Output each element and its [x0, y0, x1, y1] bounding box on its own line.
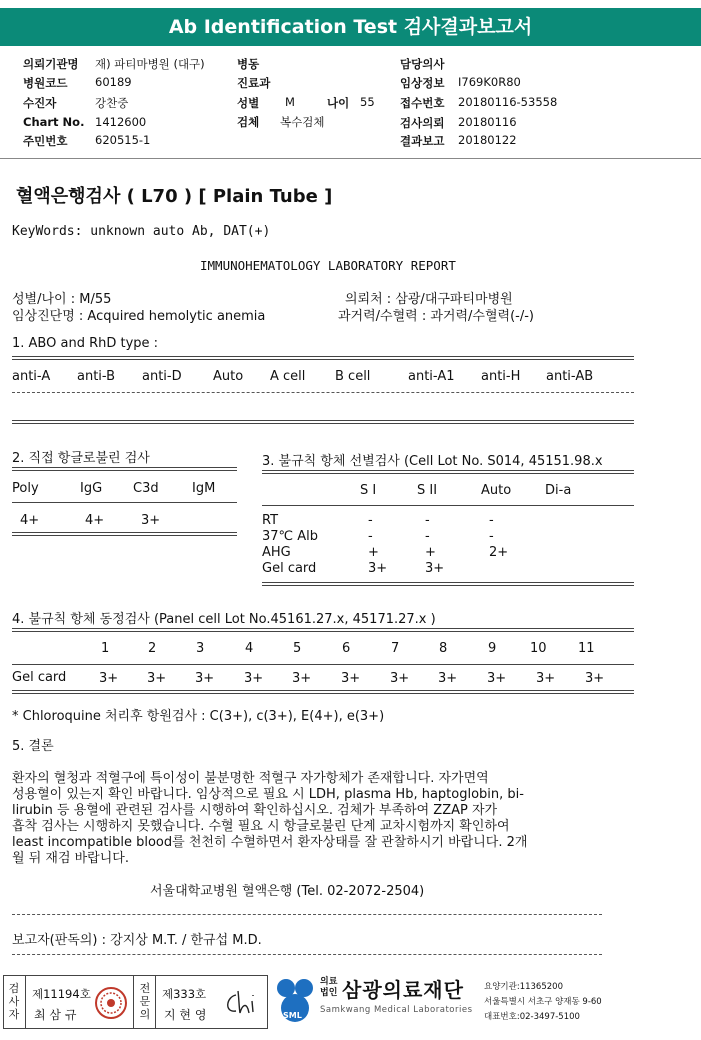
- panel-col-header: 1: [101, 641, 110, 656]
- panel-col-header: 6: [342, 641, 351, 656]
- screen-cell: -: [489, 513, 494, 528]
- sex-value: M: [285, 95, 295, 109]
- clinical-info-value: I769K0R80: [458, 75, 521, 89]
- abo-header-cell: anti-D: [142, 369, 182, 384]
- panel-col-header: 8: [439, 641, 448, 656]
- rrn-label: 주민번호: [23, 134, 68, 148]
- panel-col-header: 3: [196, 641, 205, 656]
- sex-label: 성별: [237, 96, 260, 110]
- sex-age: 성별/나이 : M/55: [12, 292, 112, 307]
- rrn-value: 620515-1: [95, 133, 151, 147]
- panel-cell: 3+: [244, 671, 264, 686]
- panel-cell: 3+: [341, 671, 361, 686]
- ward-label: 병동: [237, 57, 260, 71]
- age-label: 나이: [327, 96, 350, 110]
- inspector-license: 제11194호: [32, 987, 91, 1001]
- screen-cell: +: [425, 545, 436, 560]
- screen-cell: -: [489, 529, 494, 544]
- test-title: 혈액은행검사 ( L70 ) [ Plain Tube ]: [16, 186, 333, 207]
- report-banner: Ab Identification Test 검사결과보고서: [0, 8, 701, 46]
- receipt-no-label: 접수번호: [400, 96, 445, 110]
- specialist-license: 제333호: [162, 987, 207, 1001]
- screen-title: 3. 불규칙 항체 선별검사 (Cell Lot No. S014, 45151.98.x: [262, 454, 603, 469]
- screen-row-label: RT: [262, 513, 279, 528]
- panel-col-header: 5: [293, 641, 302, 656]
- history: 과거력/수혈력 : 과거력/수혈력(-/-): [338, 309, 535, 324]
- screen-cell: -: [368, 513, 373, 528]
- panel-cell: 3+: [487, 671, 507, 686]
- abo-mid-rule: [12, 392, 634, 393]
- panel-cell: 3+: [292, 671, 312, 686]
- org-info-line: 대표번호:02-3497-5100: [484, 1012, 580, 1022]
- panel-col-header: 9: [488, 641, 497, 656]
- panel-cell: 3+: [390, 671, 410, 686]
- panel-cell: 3+: [147, 671, 167, 686]
- screen-header-cell: S II: [417, 483, 438, 498]
- abo-top-rule: [12, 356, 634, 360]
- request-date-value: 20180116: [458, 115, 517, 129]
- dat-value-cell: 4+: [20, 513, 40, 528]
- panel-col-header: 7: [391, 641, 400, 656]
- diagnosis: 임상진단명 : Acquired hemolytic anemia: [12, 309, 266, 324]
- clinical-info-label: 임상정보: [400, 76, 445, 90]
- conclusion-line: least incompatible blood를 천천히 수혈하면서 환자상태를 잘 관찰하시기 바랍니다. 2개: [12, 835, 528, 850]
- panel-cell: 3+: [195, 671, 215, 686]
- screen-cell: -: [425, 513, 430, 528]
- org-english: Samkwang Medical Laboratories: [320, 1005, 473, 1015]
- seal-center: [107, 999, 115, 1007]
- abo-header-cell: A cell: [270, 369, 306, 384]
- org-prefix: 의료법인: [320, 977, 338, 998]
- dat-header-cell: Poly: [12, 481, 39, 496]
- abo-header-cell: anti-AB: [546, 369, 594, 384]
- chloroquine-note: * Chloroquine 처리후 항원검사 : C(3+), c(3+), E(4+), e(3+): [12, 709, 385, 724]
- screen-bottom-rule: [262, 582, 634, 586]
- abo-header-cell: Auto: [213, 369, 244, 384]
- screen-row-label: Gel card: [262, 561, 317, 576]
- panel-cell: 3+: [438, 671, 458, 686]
- inspector-label: 검사자: [8, 982, 20, 1021]
- chart-no-value: 1412600: [95, 115, 147, 129]
- panel-mid-rule: [12, 664, 634, 665]
- screen-cell: -: [368, 529, 373, 544]
- lab-report-title: IMMUNOHEMATOLOGY LABORATORY REPORT: [200, 258, 456, 273]
- panel-cell: 3+: [585, 671, 605, 686]
- specialist-name: 지 현 영: [164, 1008, 207, 1022]
- org-info-line: 요양기관:11365200: [484, 982, 563, 992]
- panel-cell: 3+: [536, 671, 556, 686]
- sig-divider: [25, 976, 26, 1029]
- abo-header-cell: anti-B: [77, 369, 116, 384]
- org-info-line: 서울특별시 서초구 양재동 9-60: [484, 997, 602, 1007]
- conclusion-line: 성용혈이 있는지 확인 바랍니다. 임상적으로 필요 시 LDH, plasma Hb, haptoglobin, bi-: [12, 787, 524, 802]
- doctor-label: 담당의사: [400, 57, 445, 71]
- conclusion-line: 흡착 검사는 시행하지 못했습니다. 수혈 필요 시 항글로불린 단계 교차시험까지 확인하여: [12, 819, 510, 834]
- patient-label: 수진자: [23, 96, 57, 110]
- specimen-value: 복수검체: [280, 115, 325, 129]
- screen-mid-rule: [262, 505, 634, 506]
- keywords: KeyWords: unknown auto Ab, DAT(+): [12, 224, 271, 239]
- reporter-top-rule: [12, 914, 602, 915]
- inspector-seal: [94, 985, 128, 1021]
- dat-header-cell: IgG: [80, 481, 103, 496]
- signature-stroke: [228, 991, 253, 1013]
- panel-bottom-rule: [12, 690, 634, 694]
- dat-header-cell: C3d: [133, 481, 159, 496]
- panel-col-header: 11: [578, 641, 595, 656]
- report-date-value: 20180122: [458, 133, 517, 147]
- screen-header-cell: Di-a: [545, 483, 572, 498]
- panel-top-rule: [12, 628, 634, 632]
- dat-value-cell: 4+: [85, 513, 105, 528]
- panel-col-header: 10: [530, 641, 547, 656]
- abo-header-cell: anti-A: [12, 369, 51, 384]
- specimen-label: 검체: [237, 115, 260, 129]
- panel-col-header: 2: [148, 641, 157, 656]
- screen-cell: 3+: [368, 561, 388, 576]
- abo-header-cell: anti-H: [481, 369, 521, 384]
- org-name: 삼광의료재단: [342, 978, 464, 1002]
- reporter-bottom-rule: [12, 954, 602, 955]
- screen-cell: 3+: [425, 561, 445, 576]
- dat-value-cell: 3+: [141, 513, 161, 528]
- sig-divider: [133, 976, 134, 1029]
- patient-value: 강찬중: [95, 96, 129, 110]
- abo-header-cell: anti-A1: [408, 369, 455, 384]
- conclusion-line: lirubin 등 용혈에 관련된 검사를 시행하여 확인하십시오. 검체가 부족하여 ZZAP 자가: [12, 803, 498, 818]
- age-value: 55: [360, 95, 375, 109]
- dat-top-rule: [12, 467, 237, 471]
- header-divider: [0, 158, 701, 159]
- request-date-label: 검사의뢰: [400, 116, 445, 130]
- hospital-label: 의뢰기관명: [23, 57, 79, 71]
- dat-header-cell: IgM: [192, 481, 216, 496]
- specialist-signature: [222, 985, 262, 1019]
- dept-label: 진료과: [237, 76, 271, 90]
- panel-row-label: Gel card: [12, 670, 67, 685]
- specialist-label: 전문의: [139, 982, 151, 1021]
- hospital-value: 재) 파티마병원 (대구): [95, 57, 205, 71]
- reporter: 보고자(판독의) : 강지상 M.T. / 한규섭 M.D.: [12, 933, 262, 948]
- sig-divider: [155, 976, 156, 1029]
- screen-top-rule: [262, 470, 634, 474]
- inspector-name: 최 삼 규: [34, 1008, 77, 1022]
- screen-cell: 2+: [489, 545, 509, 560]
- hospital-code-label: 병원코드: [23, 76, 68, 90]
- dat-title: 2. 직접 항글로불린 검사: [12, 451, 150, 466]
- hospital-code-value: 60189: [95, 75, 132, 89]
- panel-cell: 3+: [99, 671, 119, 686]
- panel-title: 4. 불규칙 항체 동정검사 (Panel cell Lot No.45161.27.x, 45171.27.x ): [12, 612, 436, 627]
- screen-header-cell: Auto: [481, 483, 512, 498]
- abo-header-cell: B cell: [335, 369, 371, 384]
- lab-contact: 서울대학교병원 혈액은행 (Tel. 02-2072-2504): [150, 884, 425, 899]
- screen-cell: -: [425, 529, 430, 544]
- panel-col-header: 4: [245, 641, 254, 656]
- dat-bottom-rule: [12, 532, 237, 536]
- logo-text: SML: [283, 1011, 302, 1020]
- abo-title: 1. ABO and RhD type :: [12, 336, 159, 351]
- conclusion-line: 월 뒤 재검 바랍니다.: [12, 851, 129, 866]
- chart-no-label: Chart No.: [23, 115, 85, 129]
- conclusion-title: 5. 결론: [12, 739, 54, 754]
- dat-mid-rule: [12, 502, 237, 503]
- report-date-label: 결과보고: [400, 134, 445, 148]
- screen-header-cell: S I: [360, 483, 377, 498]
- screen-row-label: 37℃ Alb: [262, 529, 319, 544]
- screen-row-label: AHG: [262, 545, 291, 560]
- referrer: 의뢰처 : 삼광/대구파티마병원: [345, 292, 513, 307]
- screen-cell: +: [368, 545, 379, 560]
- receipt-no-value: 20180116-53558: [458, 95, 558, 109]
- conclusion-line: 환자의 혈청과 적혈구에 특이성이 불분명한 적혈구 자가항체가 존재합니다. 자가면역: [12, 771, 489, 786]
- abo-bottom-rule: [12, 420, 634, 424]
